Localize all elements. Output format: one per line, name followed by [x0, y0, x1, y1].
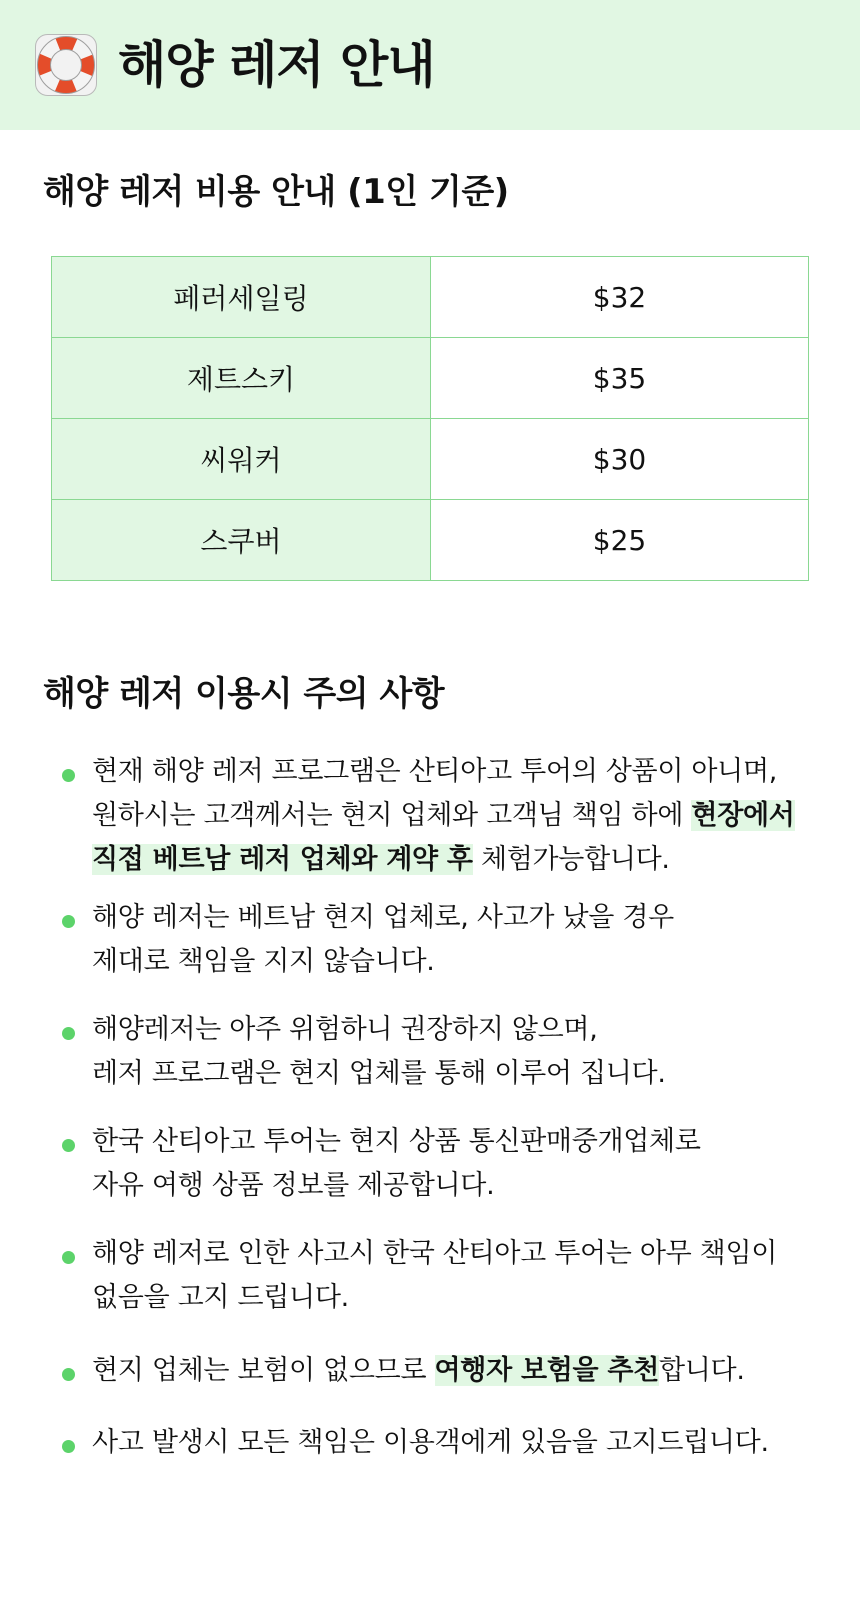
table-row: [52, 419, 809, 500]
activity-price: $30: [431, 419, 809, 500]
bullet-icon: [62, 1027, 75, 1040]
text-segment: 합니다.: [658, 1355, 745, 1386]
activity-name: 제트스키: [52, 338, 431, 419]
list-item-text: 레저 프로그램은 현지 업체를 통해 이루어 집니다.: [92, 1058, 666, 1089]
list-item-text: 사고 발생시 모든 책임은 이용객에게 있음을 고지드립니다.: [92, 1427, 769, 1458]
list-item-text: [92, 838, 670, 882]
bullet-icon: [62, 1440, 75, 1453]
activity-price: $32: [431, 257, 809, 338]
activity-name: 페러세일링: [52, 257, 431, 338]
bullet-icon: [62, 1139, 75, 1152]
list-item-text: [92, 1349, 745, 1393]
list-item-text: 자유 여행 상품 정보를 제공합니다.: [92, 1170, 495, 1201]
list-item-text: 해양 레저로 인한 사고시 한국 산티아고 투어는 아무 책임이: [92, 1238, 778, 1269]
activity-price: $25: [431, 500, 809, 581]
lifebuoy-icon: [35, 34, 97, 96]
list-item-text: 한국 산티아고 투어는 현지 상품 통신판매중개업체로: [92, 1126, 701, 1157]
list-item-text: [92, 794, 795, 838]
highlight-text: 여행자 보험을 추천: [434, 1355, 659, 1386]
table-row: [52, 257, 809, 338]
bullet-icon: [62, 769, 75, 782]
bullet-icon: [62, 1251, 75, 1264]
activity-name: 스쿠버: [52, 500, 431, 581]
bullet-icon: [62, 915, 75, 928]
page-title: 해양 레저 안내: [118, 36, 435, 94]
table-row: [52, 338, 809, 419]
list-item-text: 해양 레저는 베트남 현지 업체로, 사고가 났을 경우: [92, 902, 674, 933]
page-header: [0, 0, 860, 130]
text-segment: 체험가능합니다.: [472, 844, 670, 875]
pricing-table: [51, 256, 809, 581]
highlight-text: 현장에서: [691, 800, 795, 831]
pricing-title: 해양 레저 비용 안내 (1인 기준): [43, 172, 509, 212]
highlight-text: 직접 베트남 레저 업체와 계약 후: [92, 844, 473, 875]
text-segment: 현지 업체는 보험이 없으므로: [92, 1355, 435, 1386]
list-item-text: 없음을 고지 드립니다.: [92, 1282, 349, 1313]
table-row: [52, 500, 809, 581]
list-item-text: 해양레저는 아주 위험하니 권장하지 않으며,: [92, 1014, 598, 1045]
text-segment: 원하시는 고객께서는 현지 업체와 고객님 책임 하에: [92, 800, 692, 831]
cautions-title: 해양 레저 이용시 주의 사항: [43, 674, 445, 714]
activity-name: 씨워커: [52, 419, 431, 500]
list-item-text: 제대로 책임을 지지 않습니다.: [92, 946, 435, 977]
list-item-text: 현재 해양 레저 프로그램은 산티아고 투어의 상품이 아니며,: [92, 756, 778, 787]
bullet-icon: [62, 1368, 75, 1381]
activity-price: $35: [431, 338, 809, 419]
